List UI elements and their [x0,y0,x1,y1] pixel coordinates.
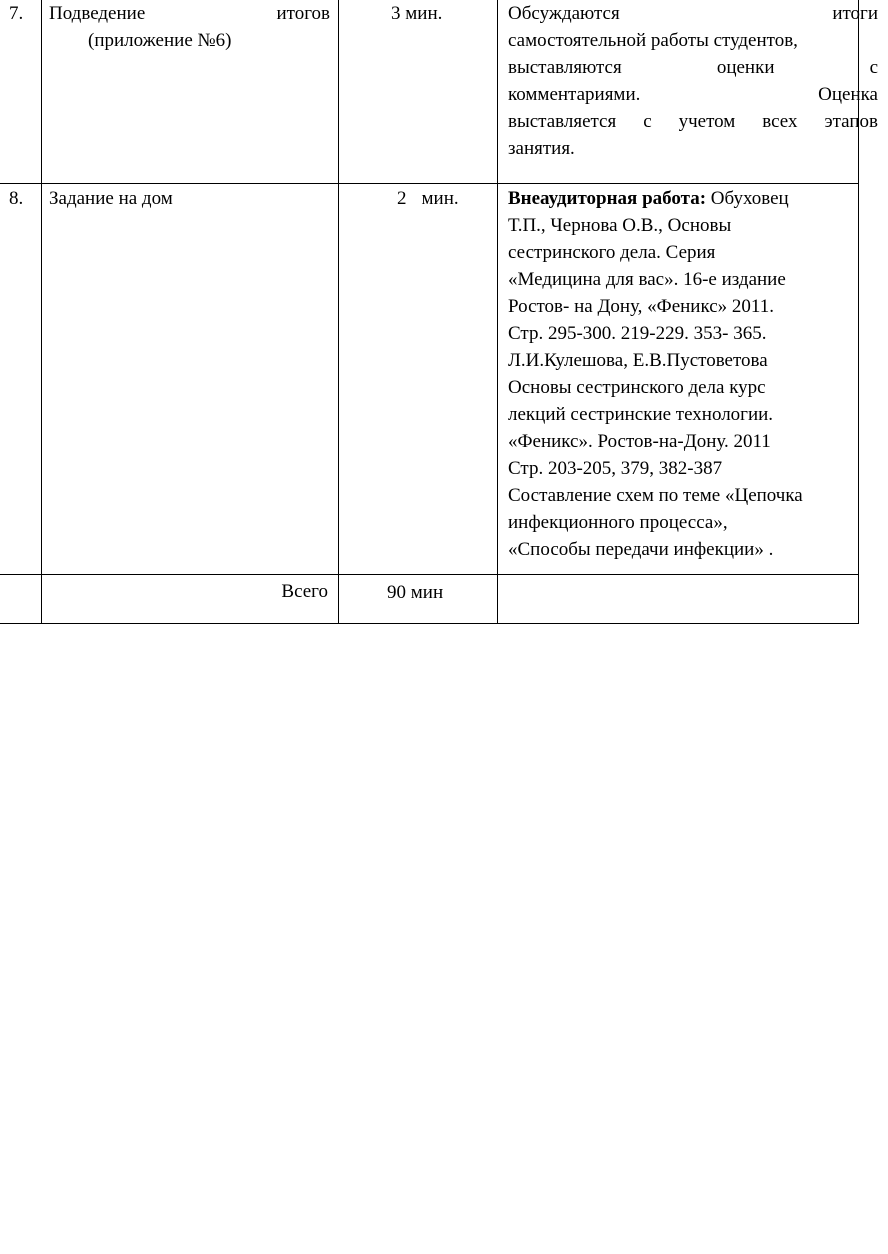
desc-word: оценки [716,57,775,78]
stage-cell [42,184,339,575]
desc-line: Стр. 203-205, 379, 382-387 [508,458,723,479]
homework-heading: Внеаудиторная работа: [508,188,707,209]
empty-cell [498,575,859,624]
desc-line: Л.И.Кулешова, Е.В.Пустоветова [508,350,768,371]
desc-line [508,108,878,135]
lesson-plan-table [0,0,878,624]
desc-line: «Феникс». Ростов-на-Дону. 2011 [508,431,771,452]
total-time-cell [339,575,498,624]
desc-text: Обуховец [706,188,789,209]
desc-word: с [643,111,652,132]
empty-cell [0,575,42,624]
time-text: 3 мин. [391,3,443,24]
desc-word: этапов [824,111,878,132]
desc-word: с [869,57,878,78]
row-number [0,0,42,184]
desc-line: Т.П., Чернова О.В., Основы [508,215,732,236]
time-value: 2 [397,188,407,209]
table-row [0,184,859,575]
stage-cell [42,0,339,184]
desc-word: Оценка [818,84,878,105]
desc-line: Ростов- на Дону, «Феникс» 2011. [508,296,774,317]
desc-word: комментариями. [508,84,641,105]
desc-line: самостоятельной работы студентов, [508,30,798,51]
total-time: 90 мин [387,582,444,603]
description-cell [498,0,878,184]
time-cell [339,184,498,575]
desc-line [508,0,878,27]
stage-word: итогов [276,3,330,24]
total-row [0,575,859,624]
row-number [0,184,42,575]
desc-word: Обсуждаются [508,3,620,24]
total-label-cell [42,575,339,624]
desc-line [508,54,878,81]
desc-line [508,81,878,108]
time-unit: мин. [421,188,459,209]
desc-word: итоги [832,3,878,24]
desc-line: «Медицина для вас». 16-е издание [508,269,786,290]
desc-line: Стр. 295-300. 219-229. 353- 365. [508,323,767,344]
desc-word: выставляется [508,111,617,132]
time-text [339,185,497,212]
desc-line: лекций сестринские технологии. [508,404,774,425]
desc-line: «Способы передачи инфекции» . [508,539,774,560]
stage-line: (приложение №6) [88,30,232,51]
row-number-text: 8. [9,188,24,209]
stage-line [49,0,330,27]
description-cell [498,184,859,575]
desc-word: выставляются [508,57,622,78]
desc-line: инфекционного процесса», [508,512,728,533]
time-cell [339,0,498,184]
table-row [0,0,859,184]
desc-line: Составление схем по теме «Цепочка [508,485,803,506]
desc-line: занятия. [508,138,575,159]
stage-word: Подведение [49,3,146,24]
row-number-text: 7. [9,3,24,24]
desc-line [508,185,888,212]
desc-line: Основы сестринского дела курс [508,377,766,398]
desc-word: учетом [678,111,736,132]
stage-line: Задание на дом [49,188,173,209]
desc-line: сестринского дела. Серия [508,242,716,263]
desc-word: всех [762,111,798,132]
total-label: Всего [281,581,328,602]
